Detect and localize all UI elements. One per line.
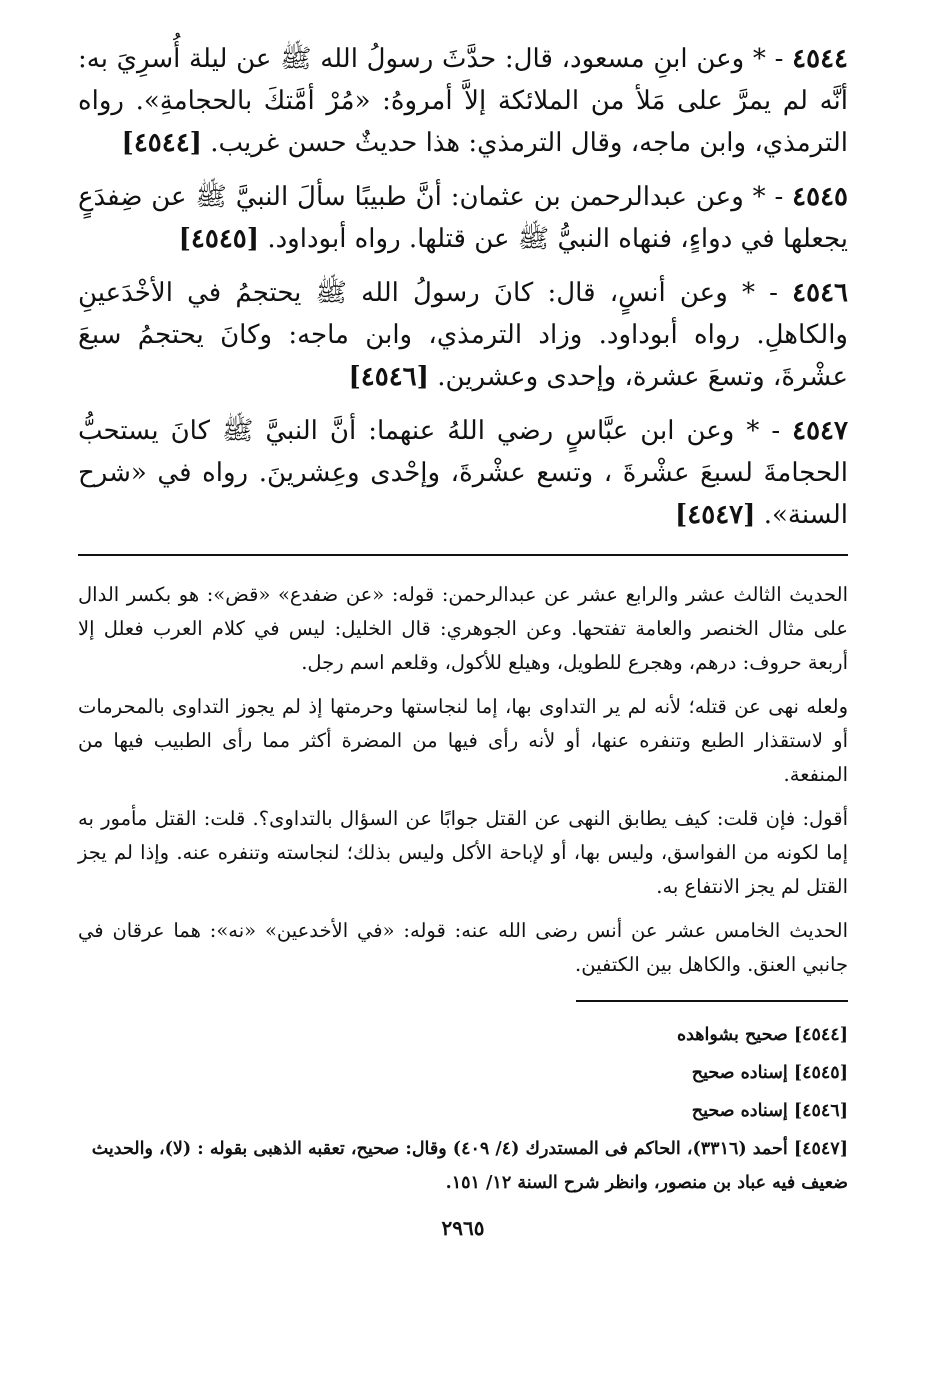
hadith-ref: [٤٥٤٧] — [674, 500, 756, 530]
hadith-text: * وعن ابنِ مسعود، قال: حدَّثَ رسولُ الله ﷺ عن ليلة أُسرِيَ به: أنَّه لم يمرَّ على مَلأ من الملائكة إلاَّ أمروهُ: «مُرْ أمَّتكَ بالحجامةِ». رواه الترمذي، وابن ماجه، وقال الترمذي: هذا حديثٌ حسن غريب. — [78, 44, 848, 158]
footnotes-section — [78, 1016, 848, 1200]
hadith-dash: - — [765, 44, 784, 74]
hadith-section — [78, 38, 848, 536]
hadith-dash: - — [759, 416, 781, 446]
hadith-number: ٤٥٤٦ — [792, 278, 848, 308]
hadith-dash: - — [754, 278, 778, 308]
hadith-number: ٤٥٤٤ — [792, 44, 848, 74]
commentary-paragraph: الحديث الثالث عشر والرابع عشر عن عبدالرحمن: قوله: «عن ضفدع» «قض»: هو بكسر الدال على مثال الخنصر والعامة تفتحها. وعن الجوهري: قال الخليل: ليس في كلام العرب فعلل إلا أربعة حروف: درهم، وهجرع للطويل، وهيلع للأكول، وقلعم اسم رجل. — [78, 583, 848, 674]
main-divider — [78, 554, 848, 556]
hadith-dash: - — [765, 182, 784, 212]
hadith-ref: [٤٥٤٥] — [178, 224, 260, 254]
commentary-paragraph: أقول: فإن قلت: كيف يطابق النهى عن القتل جوابًا عن السؤال بالتداوى؟. قلت: القتل مأمور به إما لكونه من الفواسق، وليس بها، أو لإباحة الأكل وليس بذلك؛ لنجاسته وتنفره عنه. وإذا لم يجز القتل لم يجز الانتفاع به. — [78, 807, 848, 898]
book-page — [78, 38, 848, 1240]
commentary-paragraph: ولعله نهى عن قتله؛ لأنه لم ير التداوى بها، إما لنجاستها وحرمتها إذ لم يجوز التداوى بالمحرمات أو لاستقذار الطبع وتنفره عنها، أو لأنه رأى فيها من المضرة أكثر مما رأى الطبيب فيها من المنفعة. — [78, 695, 848, 786]
hadith-4546 — [78, 272, 848, 398]
hadith-4544 — [78, 38, 848, 164]
hadith-text: * وعن عبدالرحمن بن عثمان: أنَّ طبيبًا سألَ النبيَّ ﷺ عن ضِفدَعٍ يجعلها في دواءٍ، فنهاه النبيُّ ﷺ عن قتلها. رواه أبوداود. — [78, 182, 848, 254]
page-number: ٢٩٦٥ — [441, 1216, 485, 1240]
commentary-paragraph: الحديث الخامس عشر عن أنس رضى الله عنه: قوله: «في الأخدعين» «نه»: هما عرقان في جانبي العنق. والكاهل بين الكتفين. — [78, 919, 848, 976]
hadith-text: * وعن ابن عبَّاسٍ رضي اللهُ عنهما: أنَّ النبيَّ ﷺ كانَ يستحبُّ الحجامةَ لسبعَ عشْرةَ ، وتسع عشْرةَ، وإحْدى وعِشرينَ. رواه في «شرح السنة». — [78, 416, 848, 530]
hadith-4545 — [78, 176, 848, 260]
footnote: [٤٥٤٥] إسناده صحيح — [691, 1063, 848, 1083]
hadith-number: ٤٥٤٥ — [792, 182, 849, 212]
footnote: [٤٥٤٤] صحيح بشواهده — [676, 1025, 848, 1045]
hadith-4547 — [78, 410, 848, 536]
hadith-ref: [٤٥٤٦] — [348, 362, 429, 392]
hadith-ref: [٤٥٤٤] — [121, 128, 202, 158]
footnote: [٤٥٤٦] إسناده صحيح — [691, 1101, 848, 1121]
hadith-text: * وعن أنسٍ، قال: كانَ رسولُ الله ﷺ يحتجمُ في الأخْدَعينِ والكاهلِ. رواه أبوداود. وزاد الترمذي، وابن ماجه: وكانَ يحتجمُ سبعَ عشْرةَ، وتسعَ عشرة، وإحدى وعشرين. — [78, 278, 848, 392]
footnote: [٤٥٤٧] أحمد (٣٣١٦)، الحاكم فى المستدرك (٤/ ٤٠٩) وقال: صحيح، تعقبه الذهبى بقوله : (لا)، والحديث ضعيف فيه عباد بن منصور، وانظر شرح السنة ١٢/ ١٥١. — [91, 1139, 848, 1193]
hadith-number: ٤٥٤٧ — [792, 416, 848, 446]
footnote-divider — [576, 1000, 848, 1002]
commentary-section — [78, 578, 848, 982]
